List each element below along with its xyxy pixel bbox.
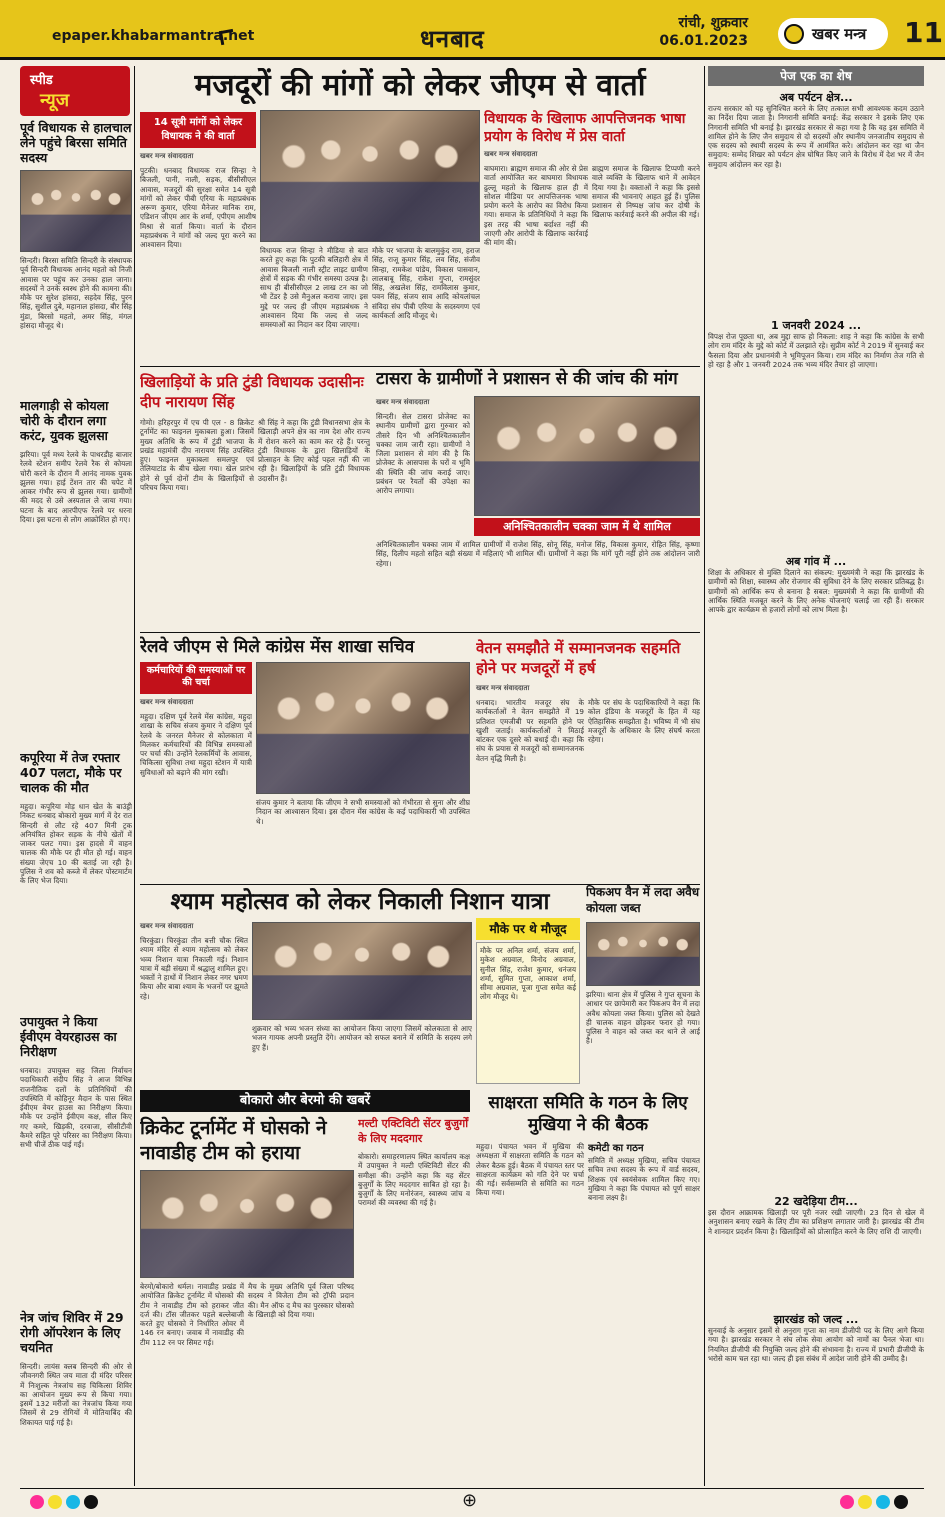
- page-marker-icon: ⊕: [462, 1490, 478, 1511]
- article-9-text-2: समिति में अध्यक्ष मुखिया, सचिव पंचायत सचिव तथा सदस्य के रूप में वार्ड सदस्य, शिक्षक एवं स्वयंसेवक शामिल किए गए। मुखिया ने कहा कि पंचायत को पूर्ण साक्षर बनाना लक्ष्य है।: [588, 1156, 700, 1203]
- speed-logo-top: स्पीड: [30, 73, 53, 88]
- bokaro-photo-1: [140, 1170, 354, 1278]
- page-number: 11: [904, 16, 943, 49]
- article-5-text-1: महुदा। दक्षिण पूर्व रेलवे मेंस कांग्रेस, महुदा शाखा के सचिव संजय कुमार ने दक्षिण पूर्व रेलवे के जनरल मैनेजर से कोलकाता में मिलकर कर्मचारियों की विभिन्न समस्याओं पर चर्चा की। उन्होंने रेलकर्मियों के आवास, चिकित्सा सुविधा तथा महुदा स्टेशन में यात्री सुविधाओं को बढ़ाने की मांग रखी।: [140, 712, 252, 777]
- section-rule: [140, 366, 700, 367]
- article-1-byline: खबर मन्त्र संवाददाता: [140, 152, 194, 160]
- right-column-divider: [704, 66, 705, 1486]
- speed-headline-1: पूर्व विधायक से हालचाल लेने पहुंचे बिरसा समिति सदस्य: [20, 120, 132, 165]
- speed-photo-1: [20, 170, 132, 252]
- article-3-text-1: गोमो। हरिहरपुर में एच पी एल - 8 क्रिकेट टूर्नामेंट का फाइनल मुकाबला हुआ। जिसमें मुख्य अतिथि के रूप में टुंडी भाजपा के प्रखंड महामंत्री दीप नारायण सिंह उपस्थित हुए। फाइनल मुकाबला समलपुर एवं तेलियाटांड के बीच खेला गया। खेल प्रारंभ होने से पूर्व दोनों टीम के खिलाड़ियों से परिचय किया गया।: [140, 418, 254, 493]
- article-6-text-1: धनबाद। भारतीय मजदूर संघ के कार्यकर्ताओं ने वेतन समझौते में 19 प्रतिशत एमजीबी पर सहमति होने पर खुशी जताई। कार्यकर्ताओं ने मिठाई बांटकर एक दूसरे को बधाई दी। कहा कि संघ के प्रयास से मजदूरों को सम्मानजनक वेतन वृद्धि मिली है।: [476, 698, 584, 763]
- right-headline-2: 1 जनवरी 2024 ...: [770, 319, 862, 332]
- article-1-tag: 14 सूत्री मांगों को लेकर विधायक ने की वार्ता: [140, 112, 256, 148]
- brand-icon: [784, 24, 804, 44]
- site-url[interactable]: epaper.khabarmantra.net: [52, 28, 255, 44]
- brand-name: खबर मन्त्र: [812, 25, 867, 43]
- article-7-title: श्याम महोत्सव को लेकर निकाली निशान यात्रा: [170, 889, 550, 915]
- speed-headline-4: उपायुक्त ने किया ईवीएम वेयरहाउस का निरीक्षण: [20, 1014, 117, 1059]
- article-6-title: वेतन समझौते में सम्मानजनक सहमति होने पर मजदूरों में हर्ष: [476, 639, 681, 677]
- speed-headline-5: नेत्र जांच शिविर में 29 रोगी ऑपरेशन के लिए चयनित: [20, 1310, 124, 1355]
- right-text-4: इस दौरान आक्रामक खिलाड़ी पर पूरी नजर रखी जाएगी। 23 दिन से खेल में अनुशासन बनाए रखने के लिए टीम का प्रशिक्षण लगातार जारी है। झारखंड की टीम ने शानदार प्रदर्शन किया है। खिलाड़ियों को प्रोत्साहित करने के लिए राशि दी जाएगी।: [708, 1208, 924, 1236]
- right-text-3: शिक्षा के अधिकार से मुक्ति दिलाने का संकल्प: मुख्यमंत्री ने कहा कि झारखंड के ग्रामीणों को शिक्षा, स्वास्थ्य और रोजगार की सुविधा देने के लिए सरकार प्रतिबद्ध है। ग्रामीणों को आर्थिक रूप से बनाना है सबल: मुख्यमंत्री ने कहा कि ग्रामीणों की आर्थिक स्थिति मजबूत करने के लिए अनेक योजनाएं चलाई जा रही हैं। सरकार आपके द्वार कार्यक्रम से हजारों लोगों को लाभ मिला है।: [708, 568, 924, 615]
- section-rule-2: [140, 632, 700, 633]
- article-2-byline: खबर मन्त्र संवाददाता: [484, 150, 538, 158]
- edition-date-value: 06.01.2023: [659, 33, 748, 49]
- right-text-5: सुनवाई के अनुसार इसमें से अनुराग गुप्ता का नाम डीजीपी पद के लिए आगे किया गया है। झारखंड सरकार ने संघ लोक सेवा आयोग को नामों का पैनल भेजा था। नियमित डीजीपी की नियुक्ति जल्द होने की संभावना है। राज्य में प्रभारी डीजीपी के भरोसे काम चल रहा था। जल्द ही इस संबंध में आदेश जारी होने की उम्मीद है।: [708, 1326, 924, 1363]
- speed-news-logo: [20, 66, 130, 116]
- article-8-title: पिकअप वैन में लदा अवैध कोयला जब्त: [586, 885, 700, 915]
- brand-logo: [778, 18, 888, 50]
- article-4-byline: खबर मन्त्र संवाददाता: [376, 398, 430, 406]
- article-7-byline: खबर मन्त्र संवाददाता: [140, 922, 194, 930]
- article-1-text-2: विधायक राज सिन्हा ने मीडिया से बात करते हुए कहा कि पुटकी बलिहारी क्षेत्र में आवास बिजली नाली स्ट्रीट लाइट ग्रामीण क्षेत्रों में सड़क की गंभीर समस्या उत्पन्न है। साथ ही बीसीसीएल 2 लाख टन का जो भी टेंडर है उसे मैनुअल कराया जाए। इस मुद्दे पर जल्द ही जीएम महाप्रबंधक ने आश्वासन दिया कि जल्द से जल्द समस्याओं का निदान कर दिया जाएगा।: [260, 246, 368, 330]
- right-headline-5: झारखंड को जल्द ...: [773, 1313, 859, 1326]
- article-3-title: खिलाड़ियों के प्रति टुंडी विधायक उदासीनः दीप नारायण सिंह: [140, 373, 364, 411]
- speed-text-3: महुदा। कपूरिया मोड़ धान खेत के बाउंड्री निकट धनबाद बोकारो मुख्य मार्ग में देर रात सिन्दरी से लौट रहे 407 मिनी ट्रक अनियंत्रित होकर सड़क के नीचे खेतों में जाकर पलट गया। इस हादसे में वाहन चालक की मौके पर ही मौत हो गई। वाहन संख्या जेएच 10 की बताई जा रही है। पुलिस ने शव को कब्जे में लेकर पोस्टमार्टम के लिए भेज दिया।: [20, 802, 132, 886]
- edition-date: [640, 14, 748, 50]
- article-7-photo: [252, 922, 472, 1020]
- speed-text-2: झरिया। पूर्व मध्य रेलवे के पाथरडीह बाजार रेलवे स्टेशन समीप रेलवे रैक से कोयला चोरी करने के दौरान मैं आनंद नामक युवक झुलस गया। हाई टेंशन तार की चपेट में आकर गंभीर रूप से झुलस गया। ग्रामीणों की मदद से उसे अस्पताल ले जाया गया। घटना के बाद आरपीएफ रेलवे पर धरना दिया। इस घटना से लोग आक्रोशित हो गए।: [20, 450, 132, 525]
- bokaro-text-3: बोकारो। समाहरणालय स्थित कार्यालय कक्ष में उपायुक्त ने मल्टी एक्टिविटी सेंटर की समीक्षा की। उन्होंने कहा कि यह सेंटर बुजुर्गों के लिए मददगार साबित हो रहा है। बुजुर्गों के लिए मनोरंजन, स्वास्थ्य जांच व परामर्श की व्यवस्था की गई है।: [358, 1152, 470, 1208]
- edition-day: रांची, शुक्रवार: [678, 15, 748, 31]
- article-4-text-1: सिन्दरी। सेल टासरा प्रोजेक्ट का स्थानीय ग्रामीणों द्वारा गुरुवार को तीसरे दिन भी अनिश्चितकालीन चक्का जाम जारी रहा। ग्रामीणों ने जिला प्रशासन से मांग की है कि प्रोजेक्ट के आसपास के घरों व भूमि की स्थिति की जांच कराई जाए। प्रबंधन पर रैयतों की उपेक्षा का आरोप लगाया।: [376, 412, 470, 496]
- article-1-title: मजदूरों की मांगों को लेकर जीएम से वार्ता: [194, 68, 646, 103]
- right-text-2: विपक्ष रोज पूछता था, अब मुद्दा साफ हो निकला: शाह ने कहा कि कांग्रेस के सभी लोग राम मंदिर के मुद्दे को कोर्ट में उलझाते रहे। सुप्रीम कोर्ट ने 2019 में सुनवाई कर फैसला दिया और प्रधानमंत्री ने भूमिपूजन किया। राम मंदिर का निर्माण तेज गति से हो रहा है और 1 जनवरी 2024 तक भव्य मंदिर तैयार हो जाएगा।: [708, 332, 924, 369]
- speed-text-4: धनबाद। उपायुक्त सह जिला निर्वाचन पदाधिकारी संदीप सिंह ने आज विभिन्न राजनीतिक दलों के प्रतिनिधियों की उपस्थिति में कोहिनूर मैदान के पास स्थित ईवीएम वेयर हाउस का निरीक्षण किया। मौके पर उन्होंने ईवीएम कक्ष, सील किए गए कमरे, खिड़की, दरवाजा, सीसीटीवी कैमरे सहित पूरे परिसर का निरीक्षण किया। सभी चीजें ठीक पाई गईं।: [20, 1066, 132, 1150]
- article-5-photo: [256, 662, 470, 794]
- speed-logo-bottom: न्यूज: [40, 90, 70, 111]
- article-8-photo: [586, 922, 700, 986]
- article-7-text-1: चिरकुंडा। चिरकुंडा तीन बत्ती चौक स्थित श्याम मंदिर से श्याम महोत्सव को लेकर भव्य निशान यात्रा निकाली गई। निशान यात्रा में बड़ी संख्या में श्रद्धालु शामिल हुए। भक्तों ने हाथों में निशान लेकर नगर भ्रमण किया और बाबा श्याम के भजनों पर झूमते रहे।: [140, 936, 248, 1001]
- bokaro-text-2: मैच के मुख्य अतिथि पूर्व जिला परिषद सदस्य ने विजेता टीम को ट्रॉफी प्रदान की। मैन ऑफ द मैच का पुरस्कार घोसको के खिलाड़ी को दिया गया।: [248, 1282, 354, 1319]
- article-5-byline: खबर मन्त्र संवाददाता: [140, 698, 194, 706]
- page-header: [0, 0, 945, 60]
- article-1-text-1: पुटकी। धनबाद विधायक राज सिन्हा ने बिजली, पानी, नाली, सड़क, बीसीसीएल आवास, मजदूरों की सुरक्षा समेत 14 सूत्री मांगों को लेकर पीबी एरिया के महाप्रबंधक अरूण कुमार, एरिया मैनेजर मानिक राम, एडिशन जीएम आर के शर्मा, एपीएम आशीष मिश्रा से वार्ता किया। वार्ता के दौरान महाप्रबंधक ने मांगों को जल्द पूरा करने का आश्वासन दिया।: [140, 166, 256, 250]
- right-headline-1: अब पर्यटन क्षेत्र...: [779, 91, 853, 104]
- article-9-title: साक्षरता समिति के गठन के लिए मुखिया ने की बैठक: [488, 1093, 688, 1135]
- registration-dots-right: [840, 1494, 912, 1513]
- article-8-text: झरिया। थाना क्षेत्र में पुलिस ने गुप्त सूचना के आधार पर छापेमारी कर पिकअप वैन में लदा अवैध कोयला जब्त किया। पुलिस को देखते ही चालक वाहन छोड़कर फरार हो गया। पुलिस ने वाहन को जब्त कर थाने ले आई है।: [586, 990, 700, 1046]
- registration-dots-left: [30, 1494, 102, 1513]
- right-headline-4: 22 खदेड़िया टीम...: [774, 1195, 858, 1208]
- cursor-icon: [219, 29, 235, 45]
- article-7-names: मौके पर अनिल शर्मा, संजय शर्मा, मुकेश अग्रवाल, विनोद अग्रवाल, सुनील सिंह, राजेश कुमार, धनंजय शर्मा, सुमित गुप्ता, आकाश शर्मा, सीमा अग्रवाल, पूजा गुप्ता समेत कई लोग मौजूद थे।: [476, 942, 580, 1084]
- article-4-title: टासरा के ग्रामीणों ने प्रशासन से की जांच की मांग: [376, 369, 678, 389]
- bokaro-banner: बोकारो और बेरमो की खबरें: [140, 1090, 470, 1112]
- article-5-title: रेलवे जीएम से मिले कांग्रेस मेंस शाखा सचिव: [140, 637, 415, 657]
- footer-rule: [20, 1488, 924, 1489]
- column-divider: [134, 66, 135, 1486]
- article-6-byline: खबर मन्त्र संवाददाता: [476, 684, 530, 692]
- right-banner: पेज एक का शेष: [708, 66, 924, 86]
- speed-headline-2: मालगाड़ी से कोयला चोरी के दौरान लगा करंट, युवक झुलसा: [20, 398, 109, 443]
- speed-text-5: सिन्दरी। लायंस क्लब सिन्दरी की ओर से जीवनगरी स्थित जय माता दी मंदिर परिसर में निःशुल्क नेत्रजांच सह चिकित्सा शिविर का आयोजन मुख्य रूप से किया गया। इसमें 132 मरीजों का नेत्रजांच किया गया जिसमें से 29 रोगियों में मोतियाबिंद की शिकायत पाई गई है।: [20, 1362, 132, 1427]
- article-1-photo: [260, 110, 480, 242]
- speed-text-1: सिन्दरी। बिरसा समिति सिन्दरी के संस्थापक पूर्व सिन्दरी विधायक आनंद महतो को निजी आवास पर पहुंच कर उनका हाल जाना। सदस्यों ने उनके स्वस्थ होने की कामना की। मौके पर सुरेश हांसदा, सहदेव सिंह, पुरन सिंह, सुशील दुबे, महानाल हांसदा, बीर सिंह मुंडा, बिरसो महतो, अमर सिंह, मंगल हांसदा मौजूद थे।: [20, 256, 132, 331]
- article-3-text-2: श्री सिंह ने कहा कि टुंडी विधानसभा क्षेत्र के खिलाड़ी अपने क्षेत्र का नाम देश और राज्य में रोशन करने का काम कर रहे हैं। परन्तु टुंडी विधायक के द्वारा खिलाड़ियों के प्रोत्साहन के लिए कोई पहल नहीं की जा रही है। खिलाड़ियों के प्रति टुंडी विधायक उदासीन हैं।: [258, 418, 370, 483]
- right-headline-3: अब गांव में ...: [785, 555, 847, 568]
- bokaro-headline-2: मल्टी एक्टिविटी सेंटर बुजुर्गों के लिए मददगार: [358, 1117, 469, 1145]
- edition-city: धनबाद: [420, 25, 485, 53]
- article-1-text-3: मौके पर भाजपा के बालमुकुंद राम, हराज सिंह, राजू कुमार सिंह, लव सिंह, संजीव सिन्हा, रामकेश पांडेय, विकास पासवान, लालबाबू सिंह, राकेश गुप्ता, रामसुंदर सिंह, अखलेश सिंह, रामविलास कुमार, पवन सिंह, संजय साव आदि कोयलांचल संविदा संघ पीबी एरिया के सदस्यगण एवं कार्यकर्ता आदि मौजूद थे।: [372, 246, 480, 321]
- bokaro-text-1: बेरमो/बोकारो थर्मल। नावाडीह प्रखंड में आयोजित क्रिकेट टूर्नामेंट में घोसको की टीम ने नावाडीह टीम को हराकर जीत दर्ज की। टॉस जीतकर पहले बल्लेबाजी करते हुए घोसको ने निर्धारित ओवर में 146 रन बनाए। जवाब में नावाडीह की टीम 112 रन पर सिमट गई।: [140, 1282, 244, 1347]
- speed-headline-3: कपूरिया में तेज रफ्तार 407 पलटा, मौके पर चालक की मौत: [20, 750, 122, 795]
- right-text-1: राज्य सरकार को यह सुनिश्चित करने के लिए तत्काल सभी आवश्यक कदम उठाने का निर्देश दिया जाता है। निगरानी समिति बनाई: केंद्र सरकार ने इसके लिए एक निगरानी समिति भी बनाई है। झारखंड सरकार से कहा गया है कि वह इस समिति में शामिल होने के लिए जैन समुदाय से दो सदस्यों और स्थानीय जनजातीय समुदाय से एक सदस्य को स्थायी सदस्य के रूप में आमंत्रित करे। आंदोलन कर रहा था जैन समुदाय: सम्मेद शिखर को पर्यटन क्षेत्र घोषित किए जाने के विरोध में देश भर में जैन समुदाय आंदोलन कर रहा है।: [708, 104, 924, 169]
- article-7-caption: मौके पर थे मौजूद: [476, 918, 580, 940]
- article-5-tag: कर्मचारियों की समस्याओं पर की चर्चा: [140, 662, 252, 694]
- article-7-text-2: शुक्रवार को भव्य भजन संध्या का आयोजन किया जाएगा जिसमें कोलकाता से आए भजन गायक अपनी प्रस्तुति देंगे। आयोजन को सफल बनाने में समिति के सदस्य लगे हुए हैं।: [252, 1024, 472, 1052]
- article-6-text-2: मौके पर संघ के पदाधिकारियों ने कहा कि कोल इंडिया के मजदूरों के हित में यह ऐतिहासिक समझौता है। भविष्य में भी संघ मजदूरों के अधिकार के लिए संघर्ष करता रहेगा।: [588, 698, 700, 745]
- article-4-caption: अनिश्चितकालीन चक्का जाम में थे शामिल: [474, 518, 700, 536]
- article-1-byline-wrap: [140, 152, 256, 164]
- article-2-text-1: बाघमारा। ब्राह्मण समाज की ओर से प्रेस वार्ता आयोजित कर बाघमारा विधायक ढुल्लू महतो के खिलाफ हाल ही में सोशल मीडिया पर आपत्तिजनक भाषा प्रयोग करने के आरोप का विरोध किया गया। समाज के प्रतिनिधियों ने कहा कि इस तरह की भाषा बर्दाश्त नहीं की जाएगी और आरोपी के खिलाफ कार्रवाई की मांग की।: [484, 164, 588, 248]
- article-9-text-1: महुदा। पंचायत भवन में मुखिया की अध्यक्षता में साक्षरता समिति के गठन को लेकर बैठक हुई। बैठक में पंचायत स्तर पर साक्षरता कार्यक्रम को गति देने पर चर्चा की गई। सर्वसम्मति से समिति का गठन किया गया।: [476, 1142, 584, 1198]
- article-5-text-2: संजय कुमार ने बताया कि जीएम ने सभी समस्याओं को गंभीरता से सुना और शीघ्र निदान का आश्वासन दिया। इस दौरान मेंस कांग्रेस के कई पदाधिकारी भी उपस्थित थे।: [256, 798, 470, 826]
- article-4-photo: [474, 396, 700, 516]
- article-2-title: विधायक के खिलाफ आपत्तिजनक भाषा प्रयोग के विरोध में प्रेस वार्ता: [484, 111, 686, 145]
- article-2-text-2: ब्राह्मण समाज के खिलाफ टिप्पणी करने वाले व्यक्ति के खिलाफ थाने में आवेदन दिया गया है। वक्ताओं ने कहा कि इससे समाज की भावनाएं आहत हुई हैं। पुलिस प्रशासन से निष्पक्ष जांच कर दोषी के खिलाफ कार्रवाई करने की अपील की गई।: [592, 164, 700, 220]
- bokaro-headline-1: क्रिकेट टूर्नामेंट में घोसको ने नावाडीह टीम को हराया: [140, 1117, 327, 1164]
- article-4-text-2: अनिश्चितकालीन चक्का जाम में शामिल ग्रामीणों में राजेश सिंह, सोनू सिंह, मनोज सिंह, विकास कुमार, रोहित सिंह, कृष्णा सिंह, दिलीप महतो सहित बड़ी संख्या में महिलाएं भी शामिल थीं। ग्रामीणों ने कहा कि मांगें पूरी नहीं होने तक आंदोलन जारी रहेगा।: [376, 540, 700, 568]
- article-9-subhead: कमेटी का गठन: [588, 1143, 644, 1154]
